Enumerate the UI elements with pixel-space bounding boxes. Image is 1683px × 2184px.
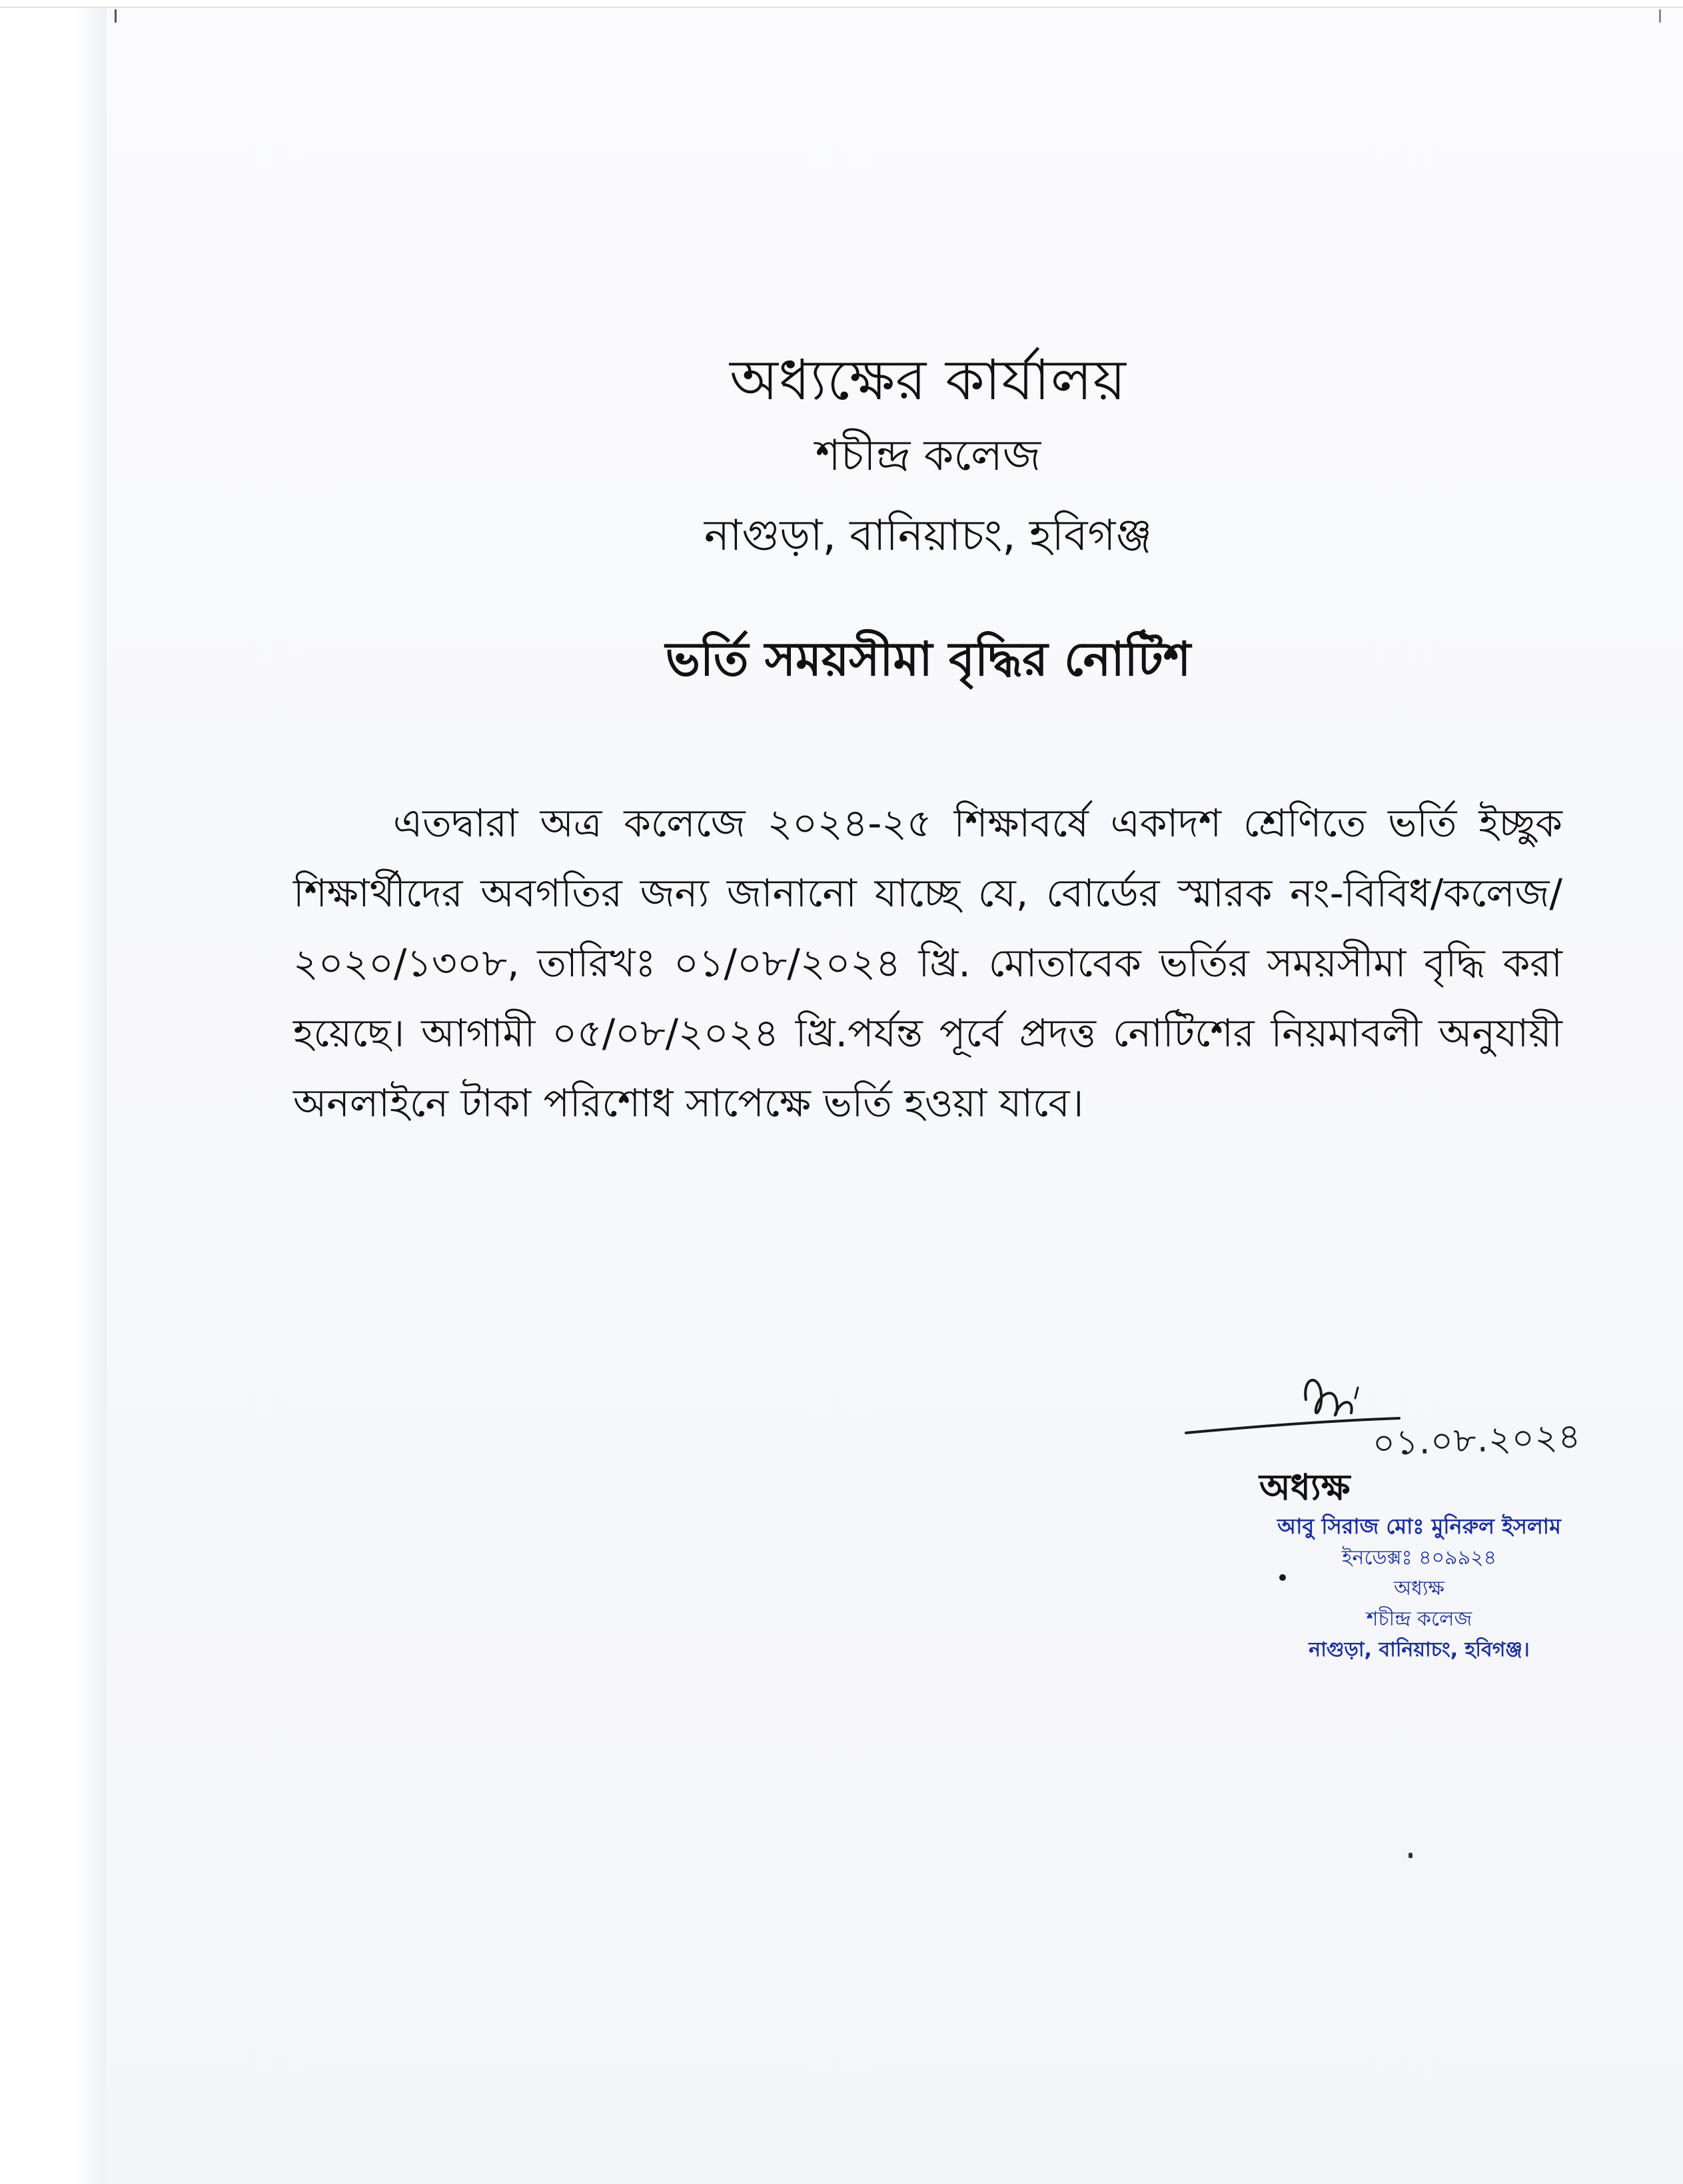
scan-left-margin — [0, 0, 107, 2184]
signature-block — [1179, 1360, 1659, 1533]
seal-name: আবু সিরাজ মোঃ মুনিরুল ইসলাম — [1277, 1514, 1561, 1539]
scan-speck — [1408, 1853, 1412, 1858]
seal-designation: অধ্যক্ষ — [1394, 1577, 1444, 1600]
notice-title: ভর্তি সময়সীমা বৃদ্ধির নোটিশ — [665, 632, 1191, 686]
scan-mark-right — [1659, 9, 1661, 23]
signature-date: ০১.০৮.২০২৪ — [1371, 1416, 1582, 1464]
college-name: শচীন্দ্র কলেজ — [815, 431, 1041, 481]
seal-college: শচীন্দ্র কলেজ — [1366, 1608, 1472, 1631]
seal-index: ইনডেক্সঃ ৪০৯৯২৪ — [1341, 1546, 1497, 1570]
principal-designation: অধ্যক্ষ — [1259, 1466, 1351, 1508]
notice-body: এতদ্বারা অত্র কলেজে ২০২৪-২৫ শিক্ষাবর্ষে একাদশ শ্রেণিতে ভর্তি ইচ্ছুক শিক্ষার্থীদের অবগতির জন্য জানানো যাচ্ছে যে, বোর্ডের স্মারক নং-বিবিধ/কলেজ/২০২০/১৩০৮, তারিখঃ ০১/০৮/২০২৪ খ্রি. মোতাবেক ভর্তির সময়সীমা বৃদ্ধি করা হয়েছে। আগামী ০৫/০৮/২০২৪ খ্রি.পর্যন্ত পূর্বে প্রদত্ত নোটিশের নিয়মাবলী অনুযায়ী অনলাইনে টাকা পরিশোধ সাপেক্ষে ভর্তি হওয়া যাবে। — [293, 800, 1562, 1126]
office-title: অধ্যক্ষের কার্যালয় — [730, 347, 1127, 413]
seal-address: নাগুড়া, বানিয়াচং, হবিগঞ্জ। — [1309, 1638, 1530, 1661]
official-seal — [1233, 1510, 1606, 1665]
scan-mark-left — [115, 9, 117, 23]
college-address: নাগুড়া, বানিয়াচং, হবিগঞ্জ — [704, 511, 1153, 560]
scan-top-edge — [0, 0, 1683, 8]
